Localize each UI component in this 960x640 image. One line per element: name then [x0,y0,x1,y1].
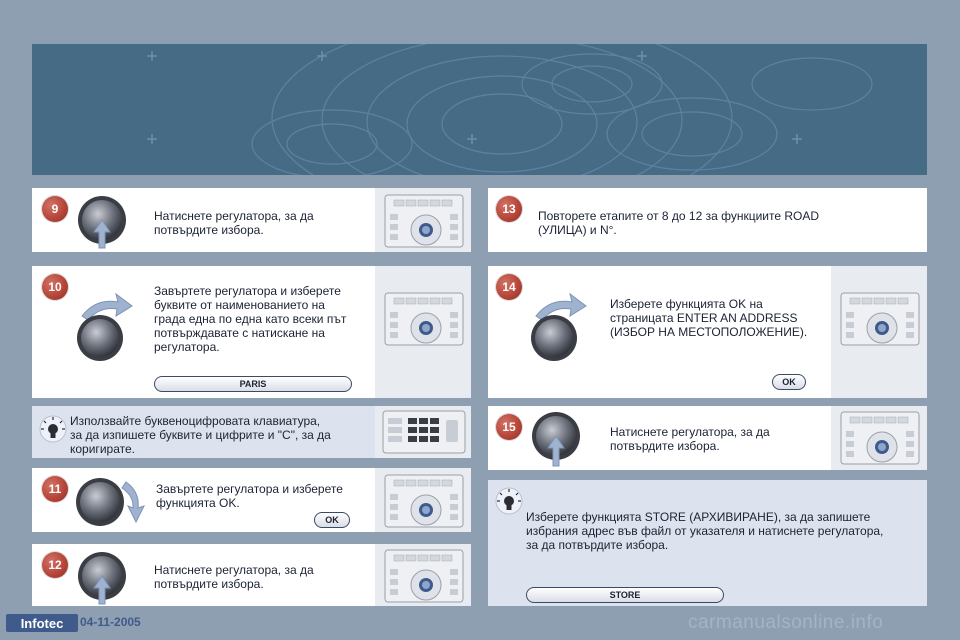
control-panel-icon [384,292,464,346]
knob-press-icon [74,194,130,250]
control-panel-icon [384,549,464,603]
watermark: carmanualsonline.info [688,612,884,633]
footer-date: 04-11-2005 [80,615,141,629]
step-12-panel [32,544,471,606]
step-number-badge: 15 [496,414,522,440]
contour-map-graphic [32,44,927,175]
control-panel-icon [840,292,920,346]
step-9-text: Натиснете регулатора, за да потвърдите избора. [154,209,314,237]
step-12-text: Натиснете регулатора, за да потвърдите избора. [154,563,314,591]
tip-store-panel [488,480,927,606]
step-number-badge: 14 [496,274,522,300]
step-10-text: Завъртете регулатора и изберете буквите от наименованието на града една по една като всеки път потвърждавате с натискане на регулатора. [154,284,347,354]
tip-keyboard-text: Използвайте буквеноцифровата клавиатура, за да изпишете буквите и цифрите и "C", за да коригирате. [70,414,331,456]
step-13-text: Повторете етапите от 8 до 12 за функциите ROAD (УЛИЦА) и N°. [538,209,820,237]
step-11-panel [32,468,471,532]
ok-display: OK [772,374,806,390]
step-number-badge: 12 [42,552,68,578]
lightbulb-icon [494,486,524,516]
keypad-icon [382,410,466,454]
map-banner [32,44,927,175]
tip-keyboard-panel [32,406,471,458]
step-number-badge: 9 [42,196,68,222]
tip-store-text: Изберете функцията STORE (АРХИВИРАНЕ), за да запишете избрания адрес във файл от указателя и натиснете регулатора, за да потвърдите избора. [526,510,884,552]
paris-display: PARIS [154,376,352,392]
step-number-badge: 10 [42,274,68,300]
step-13-panel [488,188,927,252]
control-panel-icon [384,474,464,528]
knob-press-icon [74,550,130,606]
control-panel-icon [840,411,920,465]
lightbulb-icon [38,414,68,444]
step-14-panel [488,266,927,398]
knob-rotate-icon [74,292,138,362]
knob-rotate-icon [528,292,592,362]
infotec-logo: Infotec [6,614,78,632]
knob-rotate-icon [74,474,154,530]
knob-press-icon [528,410,584,468]
store-display: STORE [526,587,724,603]
step-number-badge: 13 [496,196,522,222]
ok-display: OK [314,512,350,528]
step-11-text: Завъртете регулатора и изберете функцията OK. [156,482,343,510]
step-10-panel [32,266,471,398]
step-9-panel [32,188,471,252]
step-number-badge: 11 [42,476,68,502]
step-15-text: Натиснете регулатора, за да потвърдите избора. [610,425,770,453]
control-panel-icon [384,194,464,248]
step-14-text: Изберете функцията OK на страницата ENTER AN ADDRESS (ИЗБОР НА МЕСТОПОЛОЖЕНИЕ). [610,297,808,339]
step-15-panel [488,406,927,470]
